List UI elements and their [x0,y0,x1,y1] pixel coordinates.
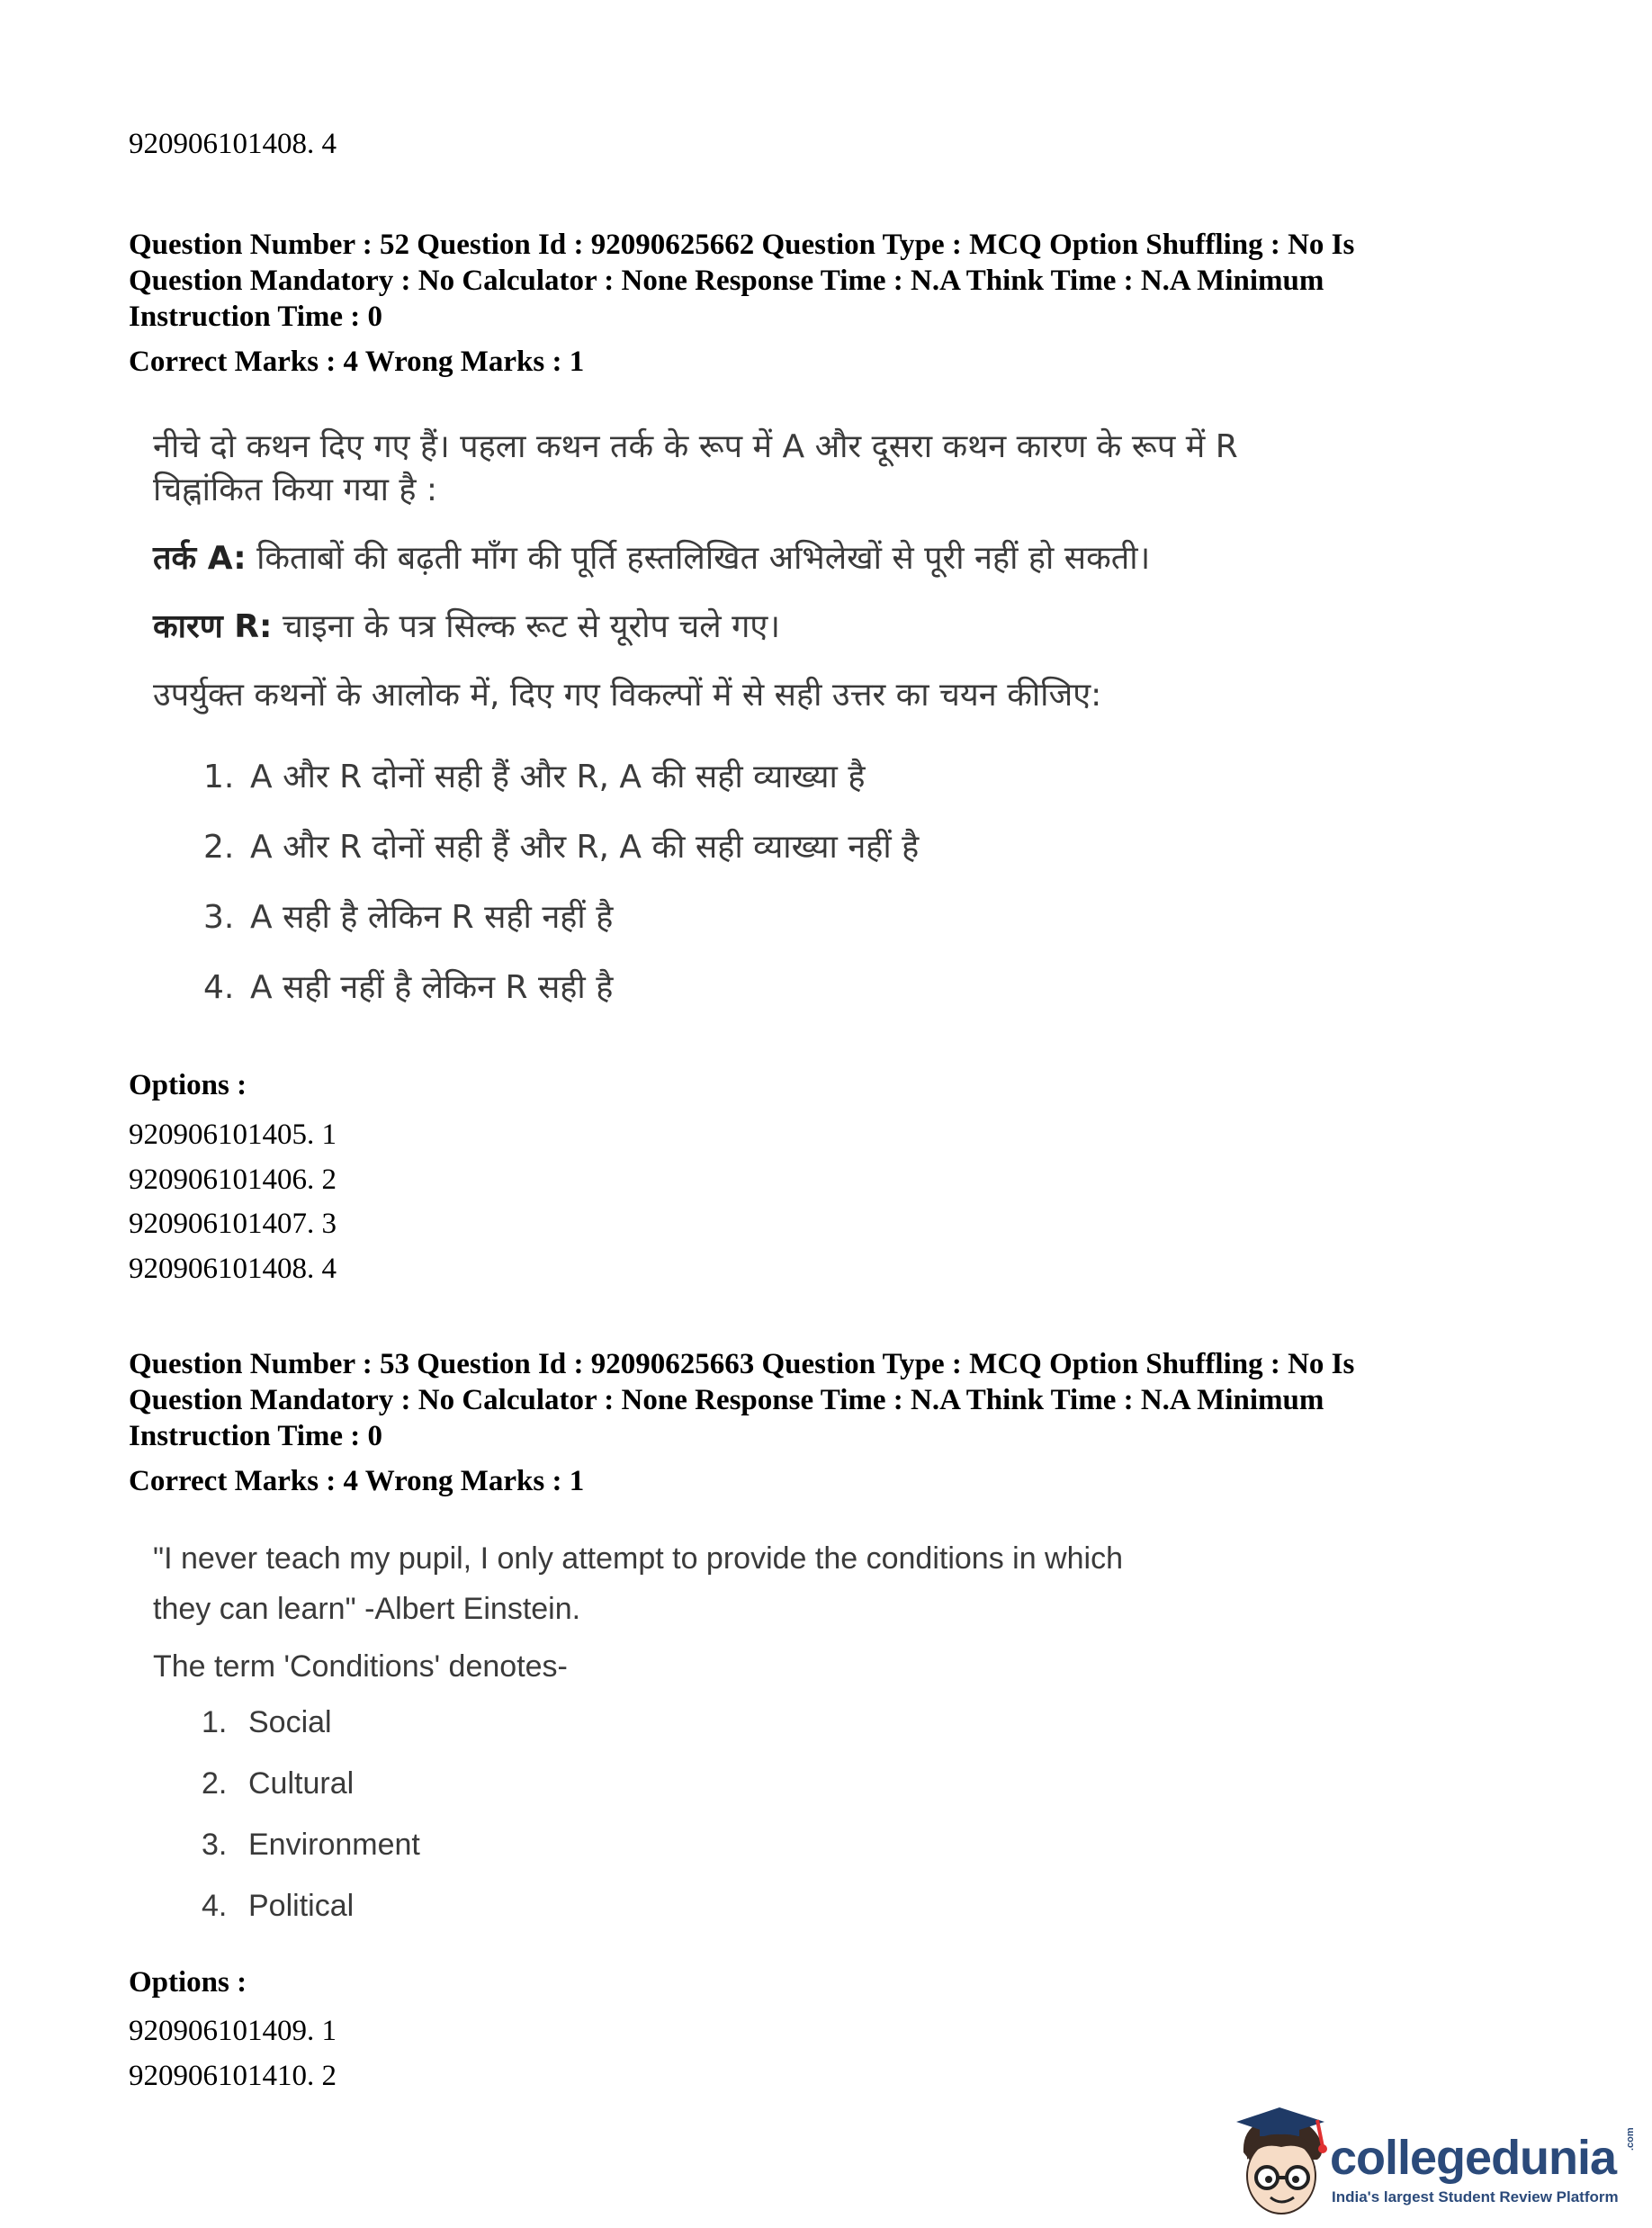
options-list-52 [129,1113,337,1291]
header-line: Question Mandatory : No Calculator : None Response Time : N.A Think Time : N.A Minimum [129,1384,1324,1416]
reason-text: चाइना के पत्र सिल्क रूट से यूरोप चले गए। [272,608,780,645]
reason-label: कारण R: [153,608,273,645]
option-line: 920906101408. 4 [129,128,337,160]
header-line: Instruction Time : 0 [129,1420,383,1452]
options-list-53 [129,2009,337,2098]
option-line: 920906101405. 1 [129,1118,337,1151]
quote-line: they can learn" -Albert Einstein. [153,1592,581,1626]
choice-item: 2. A और R दोनों सही हैं और R, A की सही व्याख्या नहीं है [203,829,920,866]
question-body-53 [153,1533,1123,1692]
quote-line: "I never teach my pupil, I only attempt to provide the conditions in which [153,1541,1123,1576]
brand-name: collegedunia [1330,2131,1617,2185]
assertion-text: किताबों की बढ़ती माँग की पूर्ति हस्तलिखित अभिलेखों से पूरी नहीं हो सकती। [246,540,1151,577]
option-line: 920906101407. 3 [129,1208,337,1240]
header-line: Question Mandatory : No Calculator : None Response Time : N.A Think Time : N.A Minimum [129,265,1324,297]
mascot-icon [1224,2106,1341,2223]
collegedunia-logo[interactable] [1224,2106,1638,2223]
assertion [153,537,1323,580]
choice-item: 4. Political [202,1889,355,1923]
choice-item: 3. A सही है लेकिन R सही नहीं है [203,899,614,936]
question-body-52 [153,426,1323,717]
question-header-53 [129,1346,1354,1454]
header-line: Question Number : 53 Question Id : 92090625663 Question Type : MCQ Option Shuffling : No Is [129,1348,1355,1380]
options-label-52: Options : [129,1069,247,1101]
assertion-label: तर्क A: [153,540,247,577]
choice-item: 1. A और R दोनों सही हैं और R, A की सही व्याख्या है [203,759,866,795]
choice-item: 2. Cultural [202,1766,355,1801]
intro-line: चिह्नांकित किया गया है : [153,472,438,508]
choice-item: 1. Social [202,1705,332,1739]
options-label-53: Options : [129,1966,247,1999]
brand-suffix: .com [1625,2127,1636,2151]
marks-52: Correct Marks : 4 Wrong Marks : 1 [129,346,585,378]
intro-line: नीचे दो कथन दिए गए हैं। पहला कथन तर्क के रूप में A और दूसरा कथन कारण के रूप में R [153,428,1238,465]
option-line: 920906101406. 2 [129,1163,337,1196]
option-line: 920906101408. 4 [129,1252,337,1285]
brand-tagline: India's largest Student Review Platform [1332,2188,1619,2206]
reason [153,606,1323,649]
option-line: 920906101409. 1 [129,2015,337,2047]
marks-53: Correct Marks : 4 Wrong Marks : 1 [129,1465,585,1497]
header-line: Instruction Time : 0 [129,301,383,333]
prompt: The term 'Conditions' denotes- [153,1649,568,1684]
choice-list-53 [202,1701,420,1945]
header-line: Question Number : 52 Question Id : 92090625662 Question Type : MCQ Option Shuffling : No Is [129,229,1355,261]
choice-item: 3. Environment [202,1828,420,1862]
option-line: 920906101410. 2 [129,2059,337,2092]
question-header-52 [129,227,1354,335]
instruction: उपर्युक्त कथनों के आलोक में, दिए गए विकल्पों में से सही उत्तर का चयन कीजिए: [153,677,1102,714]
choice-list-52 [203,756,919,1037]
choice-item: 4. A सही नहीं है लेकिन R सही है [203,969,614,1006]
